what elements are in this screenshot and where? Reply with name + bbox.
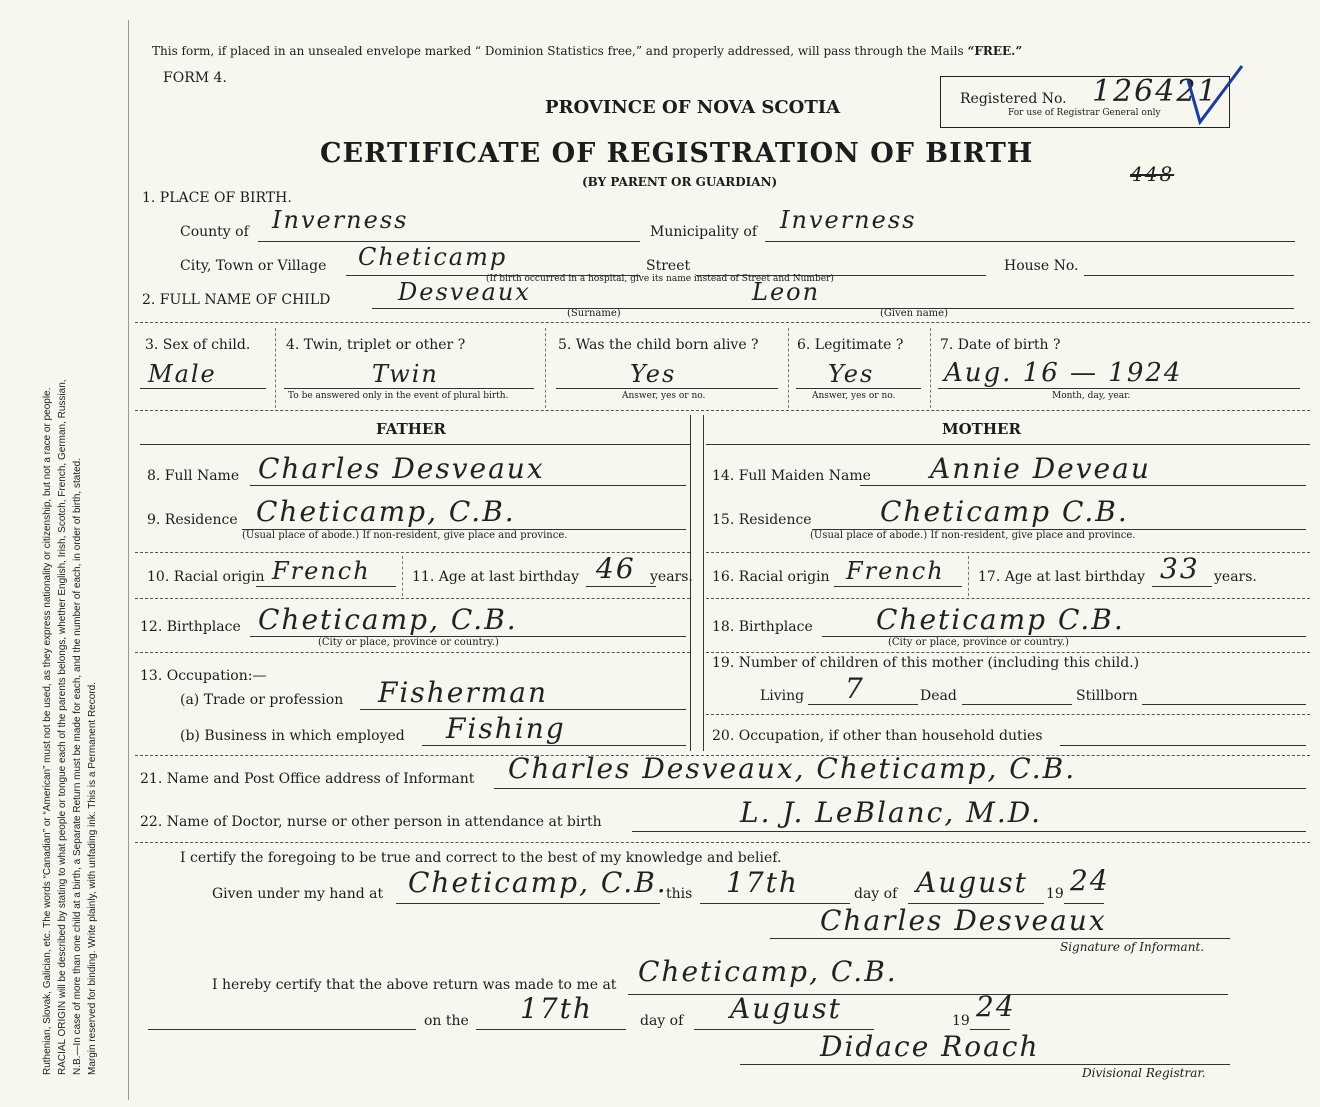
father-heading-rule [140,444,690,445]
father-city-note: (City or place, province or country.) [318,637,499,648]
father-age-label: 11. Age at last birthday [412,569,580,585]
place-of-birth-label: 1. PLACE OF BIRTH. [142,190,292,206]
legit-label: 6. Legitimate ? [797,337,904,353]
father-residence-label: 9. Residence [147,512,238,528]
given-place-underline [396,903,660,904]
father-name-value: Charles Desveaux [258,452,545,485]
informant-signature: Charles Desveaux [820,904,1107,937]
informant-label: 21. Name and Post Office address of Informant [140,771,475,787]
child-name-underline [372,308,1294,309]
father-occupation-label: 13. Occupation:— [140,668,267,684]
county-underline [258,241,640,242]
side-note-line-1: Margin reserved for binding. Write plainly, with unfading ink. This is a Permanent Record. [87,682,98,1075]
mother-name-label: 14. Full Maiden Name [712,468,871,484]
registrar-day-of-label: day of [640,1013,684,1029]
section-divider-cert [135,842,1310,843]
given-label: Given under my hand at [212,886,384,902]
mother-age-underline [1152,586,1212,587]
street-label: Street [646,258,691,274]
father-divider-3 [135,652,690,653]
child-name-label: 2. FULL NAME OF CHILD [142,292,331,308]
twin-label: 4. Twin, triplet or other ? [286,337,466,353]
father-racial-value: French [272,557,371,585]
mother-heading-rule [706,444,1310,445]
mother-occupation-underline [1060,745,1306,746]
alive-value: Yes [630,360,677,388]
father-age-underline [586,586,656,587]
twin-value: Twin [372,360,439,388]
page-title: CERTIFICATE OF REGISTRATION OF BIRTH [320,138,1034,169]
father-birthplace-value: Cheticamp, C.B. [258,603,518,636]
legit-note: Answer, yes or no. [812,391,896,401]
mother-divider-1 [706,552,1310,553]
mother-residence-label: 15. Residence [712,512,812,528]
father-business-underline [422,745,686,746]
mother-racial-divider [968,556,969,596]
row3-divider-4 [930,328,931,408]
row3-divider-2 [545,328,546,408]
mother-birthplace-value: Cheticamp C.B. [876,603,1125,636]
registrar-day-value: 17th [520,992,593,1025]
father-trade-label: (a) Trade or profession [180,692,344,708]
alive-underline [556,388,778,389]
mother-divider-4 [706,714,1310,715]
given-place-value: Cheticamp, C.B. [408,866,668,899]
stillborn-underline [1142,704,1306,705]
father-residence-value: Cheticamp, C.B. [256,495,516,528]
side-note-line-2: N.B.—In case of more than one child at a birth, a Separate Return must be made for each, and the number of each, in order of birth, stated. [72,457,83,1075]
margin-number: 448 [1130,162,1175,186]
mother-birthplace-label: 18. Birthplace [712,619,813,635]
checkmark-icon [1180,60,1250,130]
given-year-prefix: 19 [1046,886,1064,902]
living-label: Living [760,688,805,704]
mother-name-underline [860,485,1306,486]
father-heading: FATHER [376,420,446,438]
side-notes [40,75,100,1075]
dead-label: Dead [920,688,957,704]
father-name-label: 8. Full Name [147,468,240,484]
sex-underline [140,388,266,389]
registered-label: Registered No. [960,91,1067,107]
form-number: FORM 4. [163,70,227,86]
row3-divider-1 [275,328,276,408]
mailing-note: This form, if placed in an unsealed envelope marked “ Dominion Statistics free,” and properly addressed, will pass through the Mails “FREE.” [152,44,1023,58]
row3-divider-3 [788,328,789,408]
surname-caption: (Surname) [567,308,621,319]
mother-divider-2 [706,598,1310,599]
registrar-signature: Didace Roach [820,1030,1040,1063]
given-day-value: 17th [726,866,799,899]
mother-age-label: 17. Age at last birthday [978,569,1146,585]
registrar-place-underline [628,994,1228,995]
mailing-free: “FREE.” [967,44,1023,58]
twin-underline [284,388,534,389]
father-trade-value: Fisherman [378,676,549,709]
dead-underline [962,704,1072,705]
mother-age-value: 33 [1160,552,1200,585]
father-abode-note: (Usual place of abode.) If non-resident, give place and province. [242,530,568,541]
father-name-underline [250,485,686,486]
registrar-year-suffix: 24 [976,990,1016,1023]
row3-top-divider [135,322,1310,323]
mother-city-note: (City or place, province or country.) [888,637,1069,648]
informant-signature-caption: Signature of Informant. [1060,940,1205,954]
registrar-caption: Divisional Registrar. [1082,1066,1206,1080]
dob-note: Month, day, year. [1052,391,1131,401]
registrar-blank-underline [148,1029,416,1030]
province: PROVINCE OF NOVA SCOTIA [545,97,841,118]
father-years: years. [650,569,693,585]
dob-underline [938,388,1300,389]
registered-note: For use of Registrar General only [1008,108,1161,118]
mother-residence-value: Cheticamp C.B. [880,495,1129,528]
registrar-place-value: Cheticamp, C.B. [638,955,898,988]
informant-underline [494,788,1306,789]
registrar-year-prefix: 19 [952,1013,970,1029]
twin-note: To be answered only in the event of plural birth. [288,391,509,401]
municipality-underline [765,241,1295,242]
house-underline [1084,275,1294,276]
page-subtitle: (BY PARENT OR GUARDIAN) [582,175,778,189]
dob-label: 7. Date of birth ? [940,337,1061,353]
legit-value: Yes [828,360,875,388]
informant-signature-underline [770,938,1230,939]
city-label: City, Town or Village [180,258,327,274]
registrar-statement: I hereby certify that the above return was made to me at [212,977,617,993]
municipality-label: Municipality of [650,224,758,240]
father-racial-underline [256,586,396,587]
registrar-signature-underline [740,1064,1230,1065]
given-this-label: this [666,886,693,902]
father-age-value: 46 [596,552,636,585]
given-caption: (Given name) [880,308,948,319]
sex-value: Male [148,360,217,388]
alive-note: Answer, yes or no. [622,391,706,401]
father-business-label: (b) Business in which employed [180,728,405,744]
sex-label: 3. Sex of child. [145,337,251,353]
mother-racial-underline [834,586,962,587]
column-divider-right [703,415,704,751]
informant-value: Charles Desveaux, Cheticamp, C.B. [508,752,1077,785]
certify-statement: I certify the foregoing to be true and correct to the best of my knowledge and belief. [180,850,782,866]
mother-racial-value: French [846,557,945,585]
mother-years: years. [1214,569,1257,585]
doctor-underline [632,831,1306,832]
mother-heading: MOTHER [942,420,1021,438]
child-surname: Desveaux [398,278,531,306]
children-label: 19. Number of children of this mother (including this child.) [712,655,1140,671]
mother-name-value: Annie Deveau [930,452,1151,485]
father-trade-underline [360,709,686,710]
child-given-name: Leon [752,278,821,306]
row3-bottom-divider [135,410,1310,411]
legit-underline [796,388,921,389]
given-day-of-label: day of [854,886,898,902]
given-year-suffix: 24 [1070,864,1110,897]
given-month-value: August [916,866,1028,899]
mother-divider-3 [706,652,1310,653]
mother-occupation-label: 20. Occupation, if other than household duties [712,728,1043,744]
living-value: 7 [845,672,865,705]
doctor-label: 22. Name of Doctor, nurse or other person in attendance at birth [140,814,602,830]
side-note-line-4: Ruthenian, Slovak, Galician, etc. The words “Canadian” or “American” must not be used, as they express nationality or citizenship, but not a race or people. [42,387,53,1075]
municipality-value: Inverness [780,206,917,234]
mother-abode-note: (Usual place of abode.) If non-resident, give place and province. [810,530,1136,541]
house-label: House No. [1004,258,1079,274]
registered-number: 126421 [1092,74,1219,109]
father-business-value: Fishing [446,712,566,745]
hospital-note: (If birth occurred in a hospital, give its name instead of Street and Number) [486,274,834,284]
father-racial-divider [402,556,403,596]
county-label: County of [180,224,249,240]
mother-racial-label: 16. Racial origin [712,569,830,585]
registrar-month-value: August [730,992,842,1025]
side-note-line-3: RACIAL ORIGIN will be described by stating to what people or tongue each of the parents belongs, whether English, Irish, Scotch, French, German, Russian, [57,379,68,1075]
father-birthplace-label: 12. Birthplace [140,619,241,635]
doctor-value: L. J. LeBlanc, M.D. [740,796,1043,829]
registrar-on-the-label: on the [424,1013,469,1029]
city-value: Cheticamp [358,243,508,271]
father-racial-label: 10. Racial origin [147,569,265,585]
alive-label: 5. Was the child born alive ? [558,337,759,353]
registrar-day-underline [476,1029,626,1030]
dob-value: Aug. 16 — 1924 [944,358,1183,388]
father-divider-2 [135,598,690,599]
county-value: Inverness [272,206,409,234]
stillborn-label: Stillborn [1076,688,1138,704]
